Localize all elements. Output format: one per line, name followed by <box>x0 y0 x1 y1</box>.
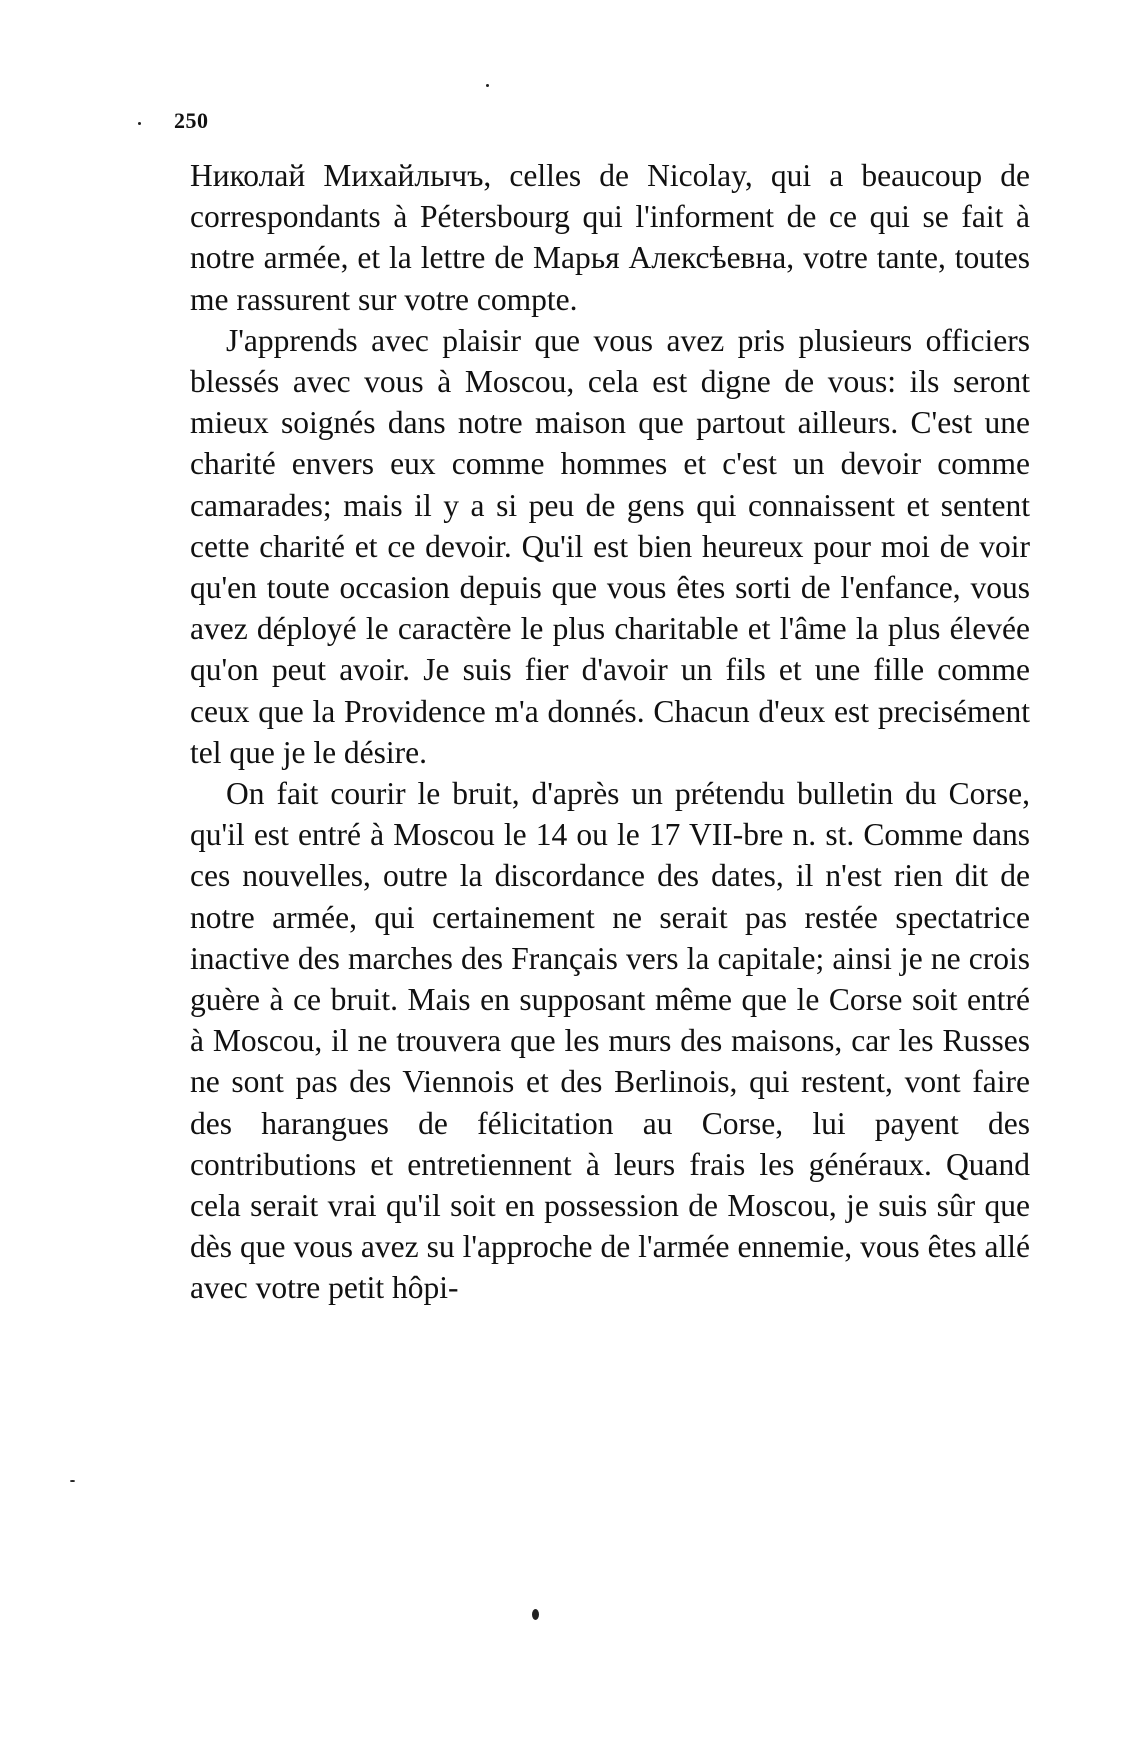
print-speck <box>70 1480 75 1482</box>
body-text <box>190 155 1030 1309</box>
paragraph: On fait courir le bruit, d'après un prétendu bulletin du Corse, qu'il est entré à Moscou le 14 ou le 17 VII-bre n. st. Comme dans ces nouvelles, outre la discordance des dates, il n'est rien dit de notre armée, qui certainement ne serait pas restée spectatrice inactive des marches des Français vers la capitale; ainsi je ne crois guère à ce bruit. Mais en supposant même que le Corse soit entré à Moscou, il ne trouvera que les murs des maisons, car les Russes ne sont pas des Viennois et des Berlinois, qui restent, vont faire des harangues de félicitation au Corse, lui payent des contributions et entretiennent à leurs frais les généraux. Quand cela serait vrai qu'il soit en possession de Moscou, je suis sûr que dès que vous avez su l'approche de l'armée ennemie, vous êtes allé avec votre petit hôpi- <box>190 776 1030 1306</box>
print-speck <box>486 84 489 87</box>
page-number: 250 <box>174 108 209 133</box>
print-speck <box>532 1609 539 1620</box>
paragraph: Николай Михайлычъ, celles de Nicolay, qui a beaucoup de correspondants à Pétersbourg qui l'informent de ce qui se fait à notre armée, et la lettre de Марья Алексѣевна, votre tante, toutes me rassurent sur votre compte. <box>190 158 1030 317</box>
paragraph: J'apprends avec plaisir que vous avez pris plusieurs officiers blessés avec vous à Moscou, cela est digne de vous: ils seront mieux soignés dans notre maison que partout ailleurs. C'est une charité envers eux comme hommes et c'est un devoir comme camarades; mais il y a si peu de gens qui connaissent et sentent cette charité et ce devoir. Qu'il est bien heureux pour moi de voir qu'en toute occasion depuis que vous êtes sorti de l'enfance, vous avez déployé le caractère le plus charitable et l'âme la plus élevée qu'on peut avoir. Je suis fier d'avoir un fils et une fille comme ceux que la Providence m'a donnés. Chacun d'eux est precisément tel que je le désire. <box>190 322 1030 770</box>
print-speck <box>138 122 141 125</box>
